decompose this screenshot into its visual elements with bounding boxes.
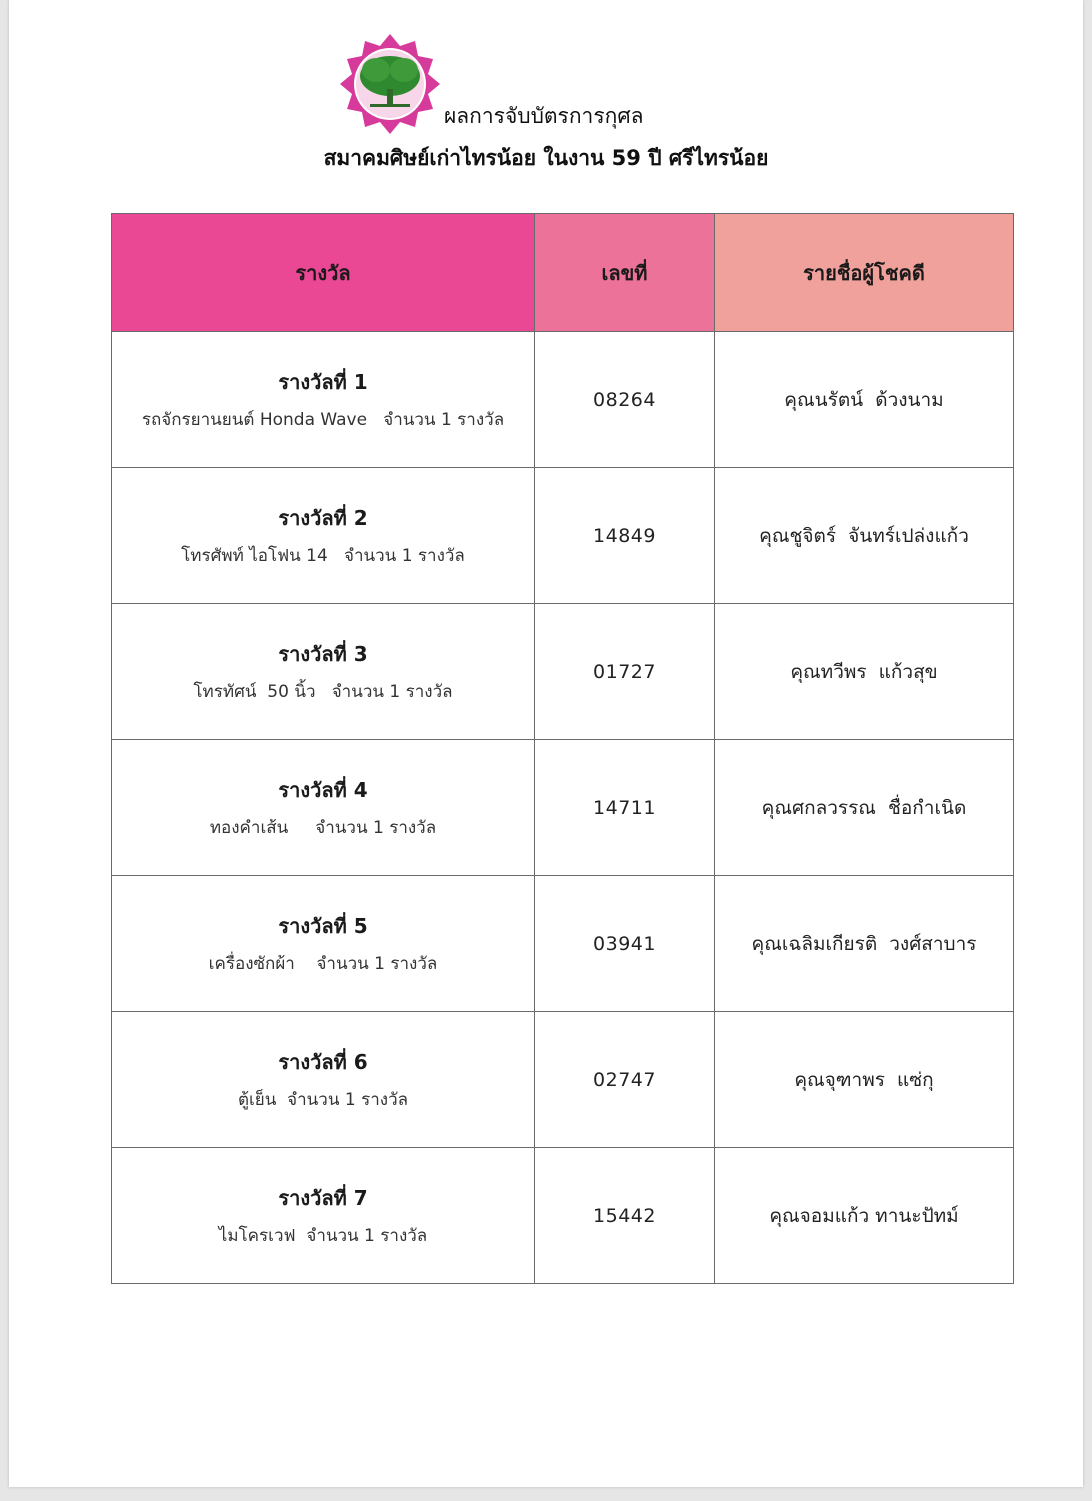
table-row bbox=[112, 332, 1014, 468]
ticket-number: 14711 bbox=[535, 740, 715, 876]
table-row bbox=[112, 740, 1014, 876]
results-table bbox=[111, 213, 1014, 1284]
prize-title: รางวัลที่ 1 bbox=[278, 370, 368, 394]
prize-title: รางวัลที่ 7 bbox=[278, 1186, 368, 1210]
prize-cell bbox=[112, 740, 535, 876]
table-row bbox=[112, 468, 1014, 604]
prize-cell bbox=[112, 332, 535, 468]
prize-description: เครื่องซักผ้า จำนวน 1 รางวัล bbox=[208, 954, 438, 974]
ticket-number: 02747 bbox=[535, 1012, 715, 1148]
winner-name: คุณเฉลิมเกียรติ วงศ์สาบาร bbox=[715, 876, 1014, 1012]
prize-title: รางวัลที่ 4 bbox=[278, 778, 368, 802]
ticket-number: 03941 bbox=[535, 876, 715, 1012]
table-row bbox=[112, 1148, 1014, 1284]
prize-description: ตู้เย็น จำนวน 1 รางวัล bbox=[237, 1090, 409, 1110]
prize-cell bbox=[112, 876, 535, 1012]
prize-cell bbox=[112, 604, 535, 740]
table-row bbox=[112, 604, 1014, 740]
prize-cell bbox=[112, 1012, 535, 1148]
prize-description: ไมโครเวฟ จำนวน 1 รางวัล bbox=[218, 1226, 428, 1246]
prize-description: โทรทัศน์ 50 นิ้ว จำนวน 1 รางวัล bbox=[193, 682, 453, 702]
prize-cell bbox=[112, 468, 535, 604]
winner-name: คุณชูจิตร์ จันทร์เปล่งแก้ว bbox=[715, 468, 1014, 604]
header-winner: รายชื่อผู้โชคดี bbox=[715, 214, 1014, 332]
document-title: ผลการจับบัตรการกุศล bbox=[444, 104, 644, 128]
winner-name: คุณนรัตน์ ด้วงนาม bbox=[715, 332, 1014, 468]
winner-name: คุณทวีพร แก้วสุข bbox=[715, 604, 1014, 740]
winner-name: คุณจุฑาพร แซ่กุ bbox=[715, 1012, 1014, 1148]
prize-title: รางวัลที่ 5 bbox=[278, 914, 368, 938]
prize-description: ทองคำเส้น จำนวน 1 รางวัล bbox=[209, 818, 437, 838]
table-row bbox=[112, 1012, 1014, 1148]
table-header-row bbox=[112, 214, 1014, 332]
prize-description: โทรศัพท์ ไอโฟน 14 จำนวน 1 รางวัล bbox=[181, 546, 465, 566]
prize-title: รางวัลที่ 3 bbox=[278, 642, 368, 666]
document-subtitle: สมาคมศิษย์เก่าไทรน้อย ในงาน 59 ปี ศรีไทรน้อย bbox=[323, 146, 769, 170]
prize-description: รถจักรยานยนต์ Honda Wave จำนวน 1 รางวัล bbox=[141, 410, 505, 430]
ticket-number: 14849 bbox=[535, 468, 715, 604]
header-prize: รางวัล bbox=[112, 214, 535, 332]
table-row bbox=[112, 876, 1014, 1012]
association-logo bbox=[331, 34, 449, 134]
prize-cell bbox=[112, 1148, 535, 1284]
prize-title: รางวัลที่ 2 bbox=[278, 506, 368, 530]
winner-name: คุณจอมแก้ว ทานะปัทม์ bbox=[715, 1148, 1014, 1284]
prize-title: รางวัลที่ 6 bbox=[278, 1050, 368, 1074]
winner-name: คุณศกลวรรณ ชื่อกำเนิด bbox=[715, 740, 1014, 876]
ticket-number: 15442 bbox=[535, 1148, 715, 1284]
header-number: เลขที่ bbox=[535, 214, 715, 332]
ticket-number: 08264 bbox=[535, 332, 715, 468]
ticket-number: 01727 bbox=[535, 604, 715, 740]
